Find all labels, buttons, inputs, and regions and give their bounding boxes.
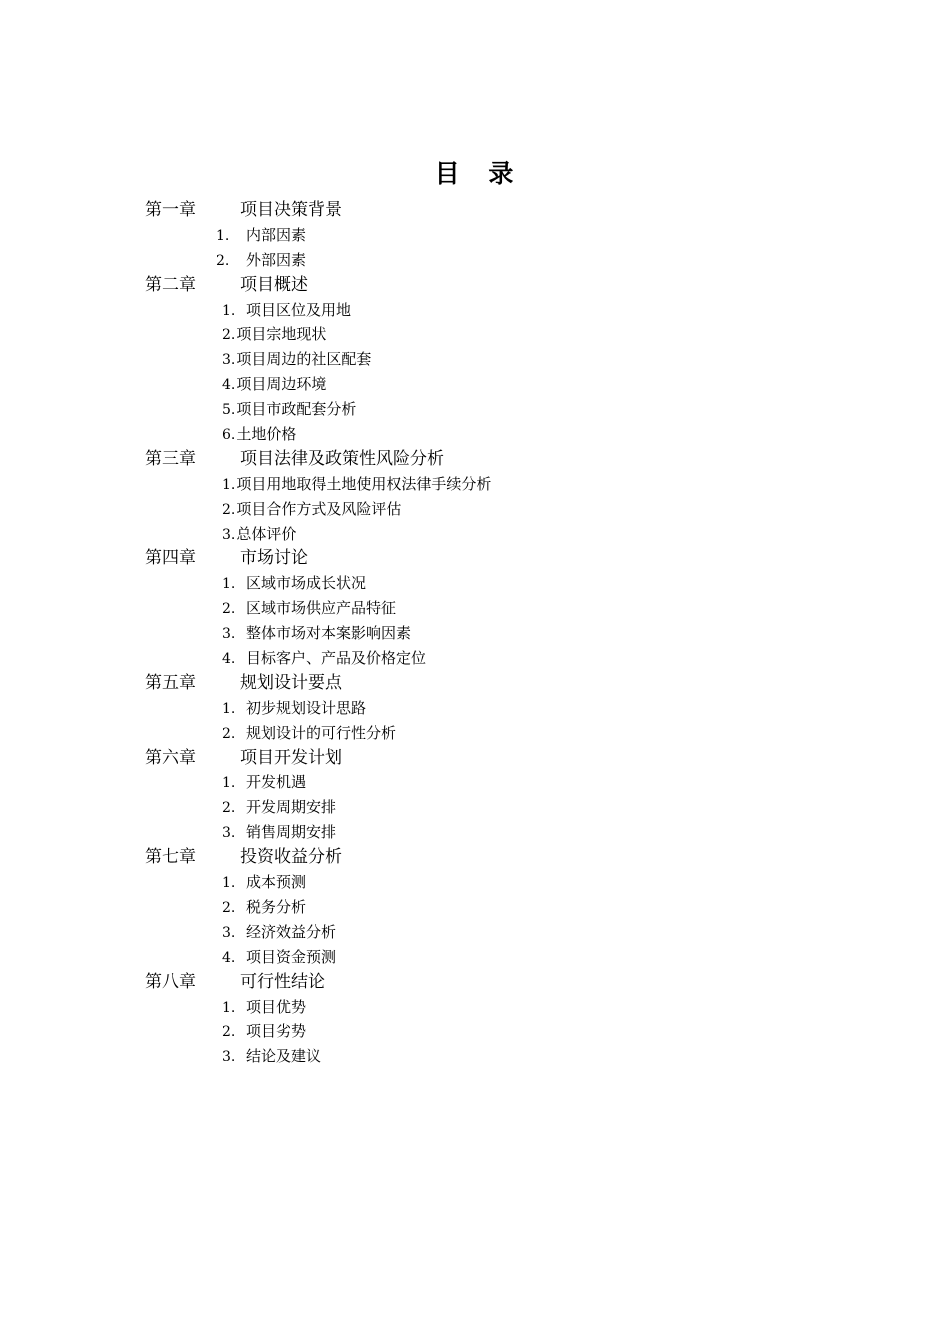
item-number: 2. — [222, 501, 236, 518]
item-label: 项目合作方式及风险评估 — [236, 499, 402, 518]
chapter-number: 第八章 — [145, 971, 196, 992]
toc-item — [145, 995, 865, 1020]
item-number: 5. — [222, 402, 236, 419]
toc-item — [145, 770, 865, 795]
item-label: 成本预测 — [246, 873, 307, 892]
toc-item — [145, 696, 865, 721]
toc-item — [145, 596, 865, 621]
toc-item — [145, 248, 865, 273]
toc-item — [145, 347, 865, 372]
item-number: 1. — [222, 302, 236, 319]
item-label: 外部因素 — [246, 250, 307, 269]
item-number: 2. — [222, 725, 236, 742]
item-label: 初步规划设计思路 — [246, 698, 367, 717]
item-number: 1. — [222, 700, 236, 717]
table-of-contents — [145, 198, 865, 1069]
toc-item — [145, 721, 865, 746]
item-label: 项目周边环境 — [236, 375, 327, 394]
chapter-number: 第六章 — [145, 747, 196, 768]
toc-chapter-6 — [145, 746, 865, 771]
item-number: 1. — [216, 227, 230, 244]
toc-title: 目 录 — [434, 159, 524, 188]
item-label: 总体评价 — [236, 524, 297, 543]
item-label: 项目周边的社区配套 — [236, 350, 372, 369]
toc-item — [145, 422, 865, 447]
toc-item — [145, 397, 865, 422]
toc-item — [145, 322, 865, 347]
toc-chapter-5 — [145, 671, 865, 696]
item-label: 规划设计的可行性分析 — [246, 723, 397, 742]
item-number: 3. — [222, 626, 236, 643]
item-number: 3. — [222, 352, 236, 369]
toc-item — [145, 646, 865, 671]
chapter-title: 可行性结论 — [240, 971, 325, 992]
chapter-number: 第四章 — [145, 548, 196, 569]
item-number: 1. — [222, 775, 236, 792]
item-label: 项目区位及用地 — [246, 300, 352, 319]
toc-item — [145, 870, 865, 895]
toc-item — [145, 522, 865, 547]
toc-item — [145, 298, 865, 323]
toc-chapter-1 — [145, 198, 865, 223]
chapter-title: 项目决策背景 — [240, 200, 342, 220]
item-number: 2. — [222, 601, 236, 618]
chapter-title: 规划设计要点 — [240, 672, 342, 693]
chapter-number: 第三章 — [145, 448, 196, 469]
item-number: 3. — [222, 526, 236, 543]
item-number: 6. — [222, 427, 236, 444]
item-label: 经济效益分析 — [246, 922, 337, 941]
item-label: 项目宗地现状 — [236, 325, 327, 344]
toc-chapter-8 — [145, 970, 865, 995]
item-label: 项目市政配套分析 — [236, 400, 357, 419]
item-label: 整体市场对本案影响因素 — [246, 624, 412, 643]
item-number: 2. — [222, 327, 236, 344]
toc-item — [145, 1044, 865, 1069]
toc-item — [145, 920, 865, 945]
toc-item — [145, 472, 865, 497]
chapter-number: 第一章 — [145, 200, 196, 220]
toc-item — [145, 945, 865, 970]
item-label: 项目资金预测 — [246, 947, 337, 966]
item-label: 项目劣势 — [246, 1022, 307, 1041]
item-label: 结论及建议 — [246, 1047, 322, 1066]
item-number: 4. — [222, 949, 236, 966]
chapter-title: 市场讨论 — [240, 548, 308, 569]
toc-item — [145, 497, 865, 522]
item-number: 3. — [222, 1049, 236, 1066]
chapter-title: 投资收益分析 — [240, 847, 342, 868]
toc-chapter-4 — [145, 546, 865, 571]
chapter-number: 第五章 — [145, 672, 196, 693]
item-number: 2. — [216, 252, 230, 269]
item-number: 1. — [222, 576, 236, 593]
toc-item — [145, 795, 865, 820]
item-number: 4. — [222, 377, 236, 394]
item-number: 3. — [222, 924, 236, 941]
item-label: 区域市场供应产品特征 — [246, 599, 397, 618]
chapter-number: 第七章 — [145, 847, 196, 868]
item-label: 土地价格 — [236, 425, 297, 444]
toc-chapter-3 — [145, 447, 865, 472]
chapter-title: 项目概述 — [240, 274, 308, 295]
toc-item — [145, 621, 865, 646]
item-number: 2. — [222, 1024, 236, 1041]
toc-item — [145, 895, 865, 920]
item-number: 1. — [222, 999, 236, 1016]
item-number: 2. — [222, 800, 236, 817]
item-label: 项目用地取得土地使用权法律手续分析 — [236, 474, 492, 493]
chapter-title: 项目法律及政策性风险分析 — [240, 448, 444, 469]
item-label: 税务分析 — [246, 897, 307, 916]
toc-item — [145, 372, 865, 397]
item-number: 3. — [222, 825, 236, 842]
item-label: 目标客户、产品及价格定位 — [246, 649, 427, 668]
item-number: 4. — [222, 651, 236, 668]
item-label: 区域市场成长状况 — [246, 574, 367, 593]
item-number: 1. — [222, 476, 236, 493]
toc-item — [145, 820, 865, 845]
chapter-number: 第二章 — [145, 274, 196, 295]
item-label: 销售周期安排 — [246, 823, 337, 842]
toc-item — [145, 571, 865, 596]
item-label: 项目优势 — [246, 997, 307, 1016]
item-label: 开发机遇 — [246, 773, 307, 792]
toc-chapter-2 — [145, 273, 865, 298]
item-label: 内部因素 — [246, 225, 307, 244]
toc-item — [145, 1019, 865, 1044]
toc-item — [145, 223, 865, 248]
item-label: 开发周期安排 — [246, 798, 337, 817]
toc-chapter-7 — [145, 845, 865, 870]
item-number: 1. — [222, 875, 236, 892]
item-number: 2. — [222, 899, 236, 916]
chapter-title: 项目开发计划 — [240, 747, 342, 768]
